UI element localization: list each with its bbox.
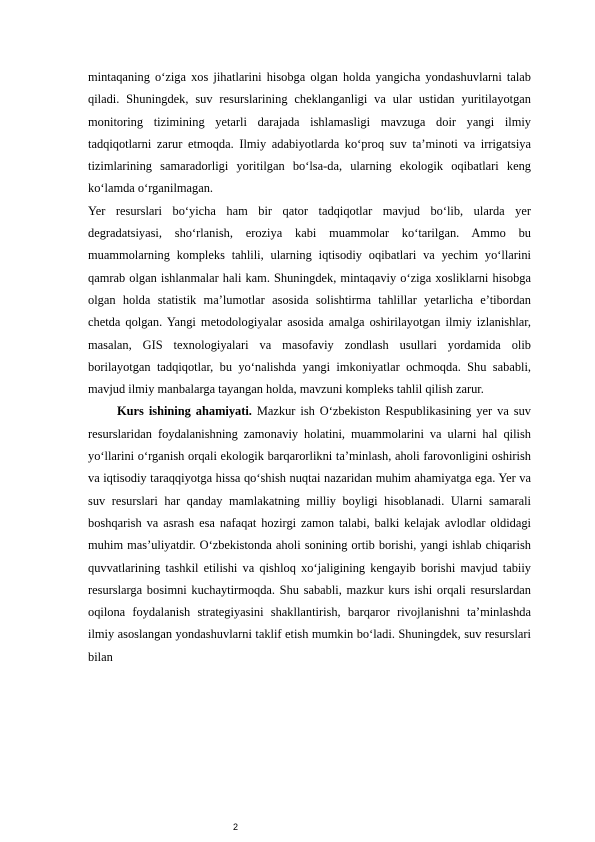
document-page: [88, 66, 531, 668]
paragraph-text: Yer resurslari bo‘yicha ham bir qator tadqiqotlar mavjud bo‘lib, ularda yer degradatsiyasi, sho‘rlanish, eroziya kabi muammolar ko‘tarilgan. Ammo bu muammolarning kompleks tahlili, ularning iqtisodiy oqibatlari va yechim yo‘llarini qamrab olgan ishlanmalar hali kam. Shuningdek, mintaqaviy o‘ziga xosliklarni hisobga olgan holda statistik ma’lumotlar asosida solishtirma tahlillar yetarlicha e’tibordan chetda qolgan. Yangi metodologiyalar asosida amalga oshirilayotgan ilmiy izlanishlar, masalan, GIS texnologiyalari va masofaviy zondlash usullari yordamida olib borilayotgan tadqiqotlar, bu yo‘nalishda yangi imkoniyatlar ochmoqda. Shu sababli, mavjud ilmiy manbalarga tayangan holda, mavzuni kompleks tahlil qilish zarur.: [88, 203, 531, 397]
paragraph-text: mintaqaning o‘ziga xos jihatlarini hisobga olgan holda yangicha yondashuvlarni talab qiladi. Shuningdek, suv resurslarining cheklanganligi va ular ustidan yuritilayotgan monitoring tizimining yetarli darajada ishlamasligi mavzuga doir yangi ilmiy tadqiqotlarni zarur etmoqda. Ilmiy adabiyotlarda ko‘proq suv ta’minoti va irrigatsiya tizimlarining samaradorligi yoritilgan bo‘lsa-da, ularning ekologik oqibatlari keng ko‘lamda o‘rganilmagan.: [88, 70, 531, 196]
page-number: 2: [233, 822, 239, 832]
paragraph-text: Mazkur ish O‘zbekiston Respublikasining yer va suv resurslaridan foydalanishning zamonaviy holatini, muammolarini va ularni hal qilish yo‘llarini o‘rganish orqali ekologik barqarorlikni ta’minlash, aholi farovonligini oshirish va iqtisodiy taraqqiyotga hissa qo‘shish nuqtai nazaridan muhim ahamiyatga ega. Yer va suv resurslari har qanday mamlakatning milliy boyligi hisoblanadi. Ularni samarali boshqarish va asrash esa nafaqat hozirgi zamon talabi, balki kelajak avlodlar oldidagi muhim mas’uliyatdir. O‘zbekistonda aholi sonining ortib borishi, yangi ishlab chiqarish quvvatlarining tashkil etilishi va qishloq xo‘jaligining kengayib borishi mavjud tabiiy resurslarga bosimni kuchaytirmoqda. Shu sababli, mazkur kurs ishi orqali resurslardan oqilona foydalanish strategiyasini shakllantirish, barqaror rivojlanishni ta’minlashda ilmiy asoslangan yondashuvlarni taklif etish mumkin bo‘ladi. Shuningdek, suv resurslari bilan: [88, 404, 531, 664]
paragraph-land-resources: [88, 200, 531, 401]
paragraph-research-gap: [88, 66, 531, 200]
paragraph-significance: [88, 400, 531, 668]
section-heading: Kurs ishining ahamiyati.: [117, 404, 252, 419]
